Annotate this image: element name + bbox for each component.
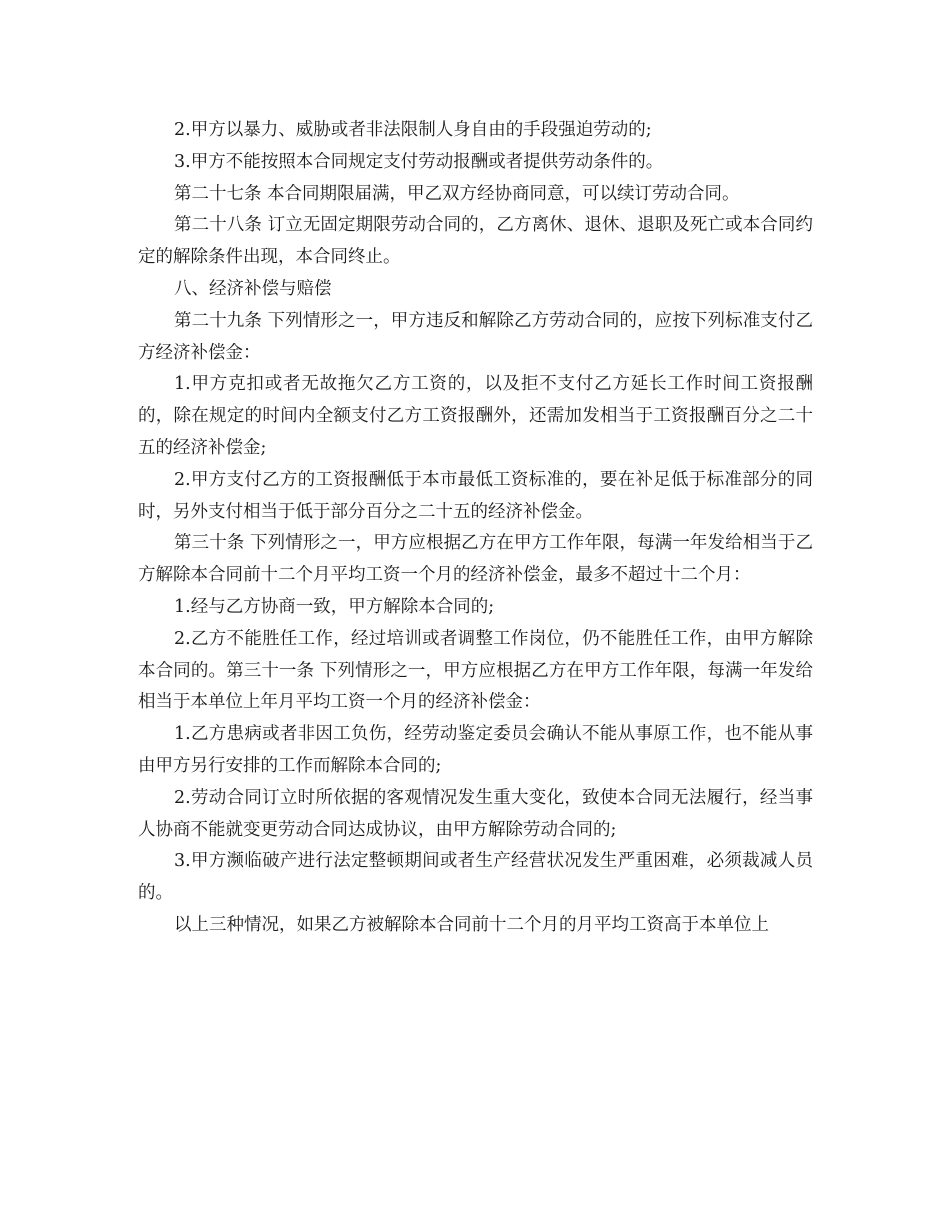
section-heading: 八、经济补偿与赔偿: [174, 278, 332, 299]
paragraph: 2.劳动合同订立时所依据的客观情况发生重大变化，致使本合同无法履行，经当事人协商不能就变更劳动合同达成协议，由甲方解除劳动合同的;: [138, 787, 813, 840]
paragraph: 3.甲方不能按照本合同规定支付劳动报酬或者提供劳动条件的。: [174, 151, 664, 172]
paragraph: 第三十条 下列情形之一，甲方应根据乙方在甲方工作年限，每满一年发给相当于乙方解除本合同前十二个月平均工资一个月的经济补偿金，最多不超过十二个月：: [138, 533, 813, 586]
paragraph: 第二十九条 下列情形之一，甲方违反和解除乙方劳动合同的，应按下列标准支付乙方经济补偿金：: [138, 310, 813, 363]
paragraph: 3.甲方濒临破产进行法定整顿期间或者生产经营状况发生严重困难，必须裁减人员的。: [138, 851, 813, 904]
paragraph: 第二十七条 本合同期限届满，甲乙双方经协商同意，可以续订劳动合同。: [174, 183, 740, 204]
paragraph: 1.经与乙方协商一致，甲方解除本合同的;: [174, 596, 495, 617]
paragraph: 1.乙方患病或者非因工负伤，经劳动鉴定委员会确认不能从事原工作，也不能从事由甲方另行安排的工作而解除本合同的;: [138, 724, 813, 776]
document-body: [138, 115, 813, 942]
paragraph: 2.甲方支付乙方的工资报酬低于本市最低工资标准的，要在补足低于标准部分的同时，另外支付相当于低于部分百分之二十五的经济补偿金。: [138, 469, 813, 522]
paragraph: 2.乙方不能胜任工作，经过培训或者调整工作岗位，仍不能胜任工作，由甲方解除本合同的。第三十一条 下列情形之一，甲方应根据乙方在甲方工作年限，每满一年发给相当于本单位上年月平均工资一个月的经济补偿金：: [138, 628, 813, 713]
paragraph: 1.甲方克扣或者无故拖欠乙方工资的，以及拒不支付乙方延长工作时间工资报酬的，除在规定的时间内全额支付乙方工资报酬外，还需加发相当于工资报酬百分之二十五的经济补偿金;: [138, 374, 813, 458]
paragraph: 以上三种情况，如果乙方被解除本合同前十二个月的月平均工资高于本单位上: [174, 914, 769, 935]
paragraph: 2.甲方以暴力、威胁或者非法限制人身自由的手段强迫劳动的;: [174, 120, 652, 140]
paragraph: 第二十八条 订立无固定期限劳动合同的，乙方离休、退休、退职及死亡或本合同约定的解除条件出现，本合同终止。: [138, 215, 813, 268]
